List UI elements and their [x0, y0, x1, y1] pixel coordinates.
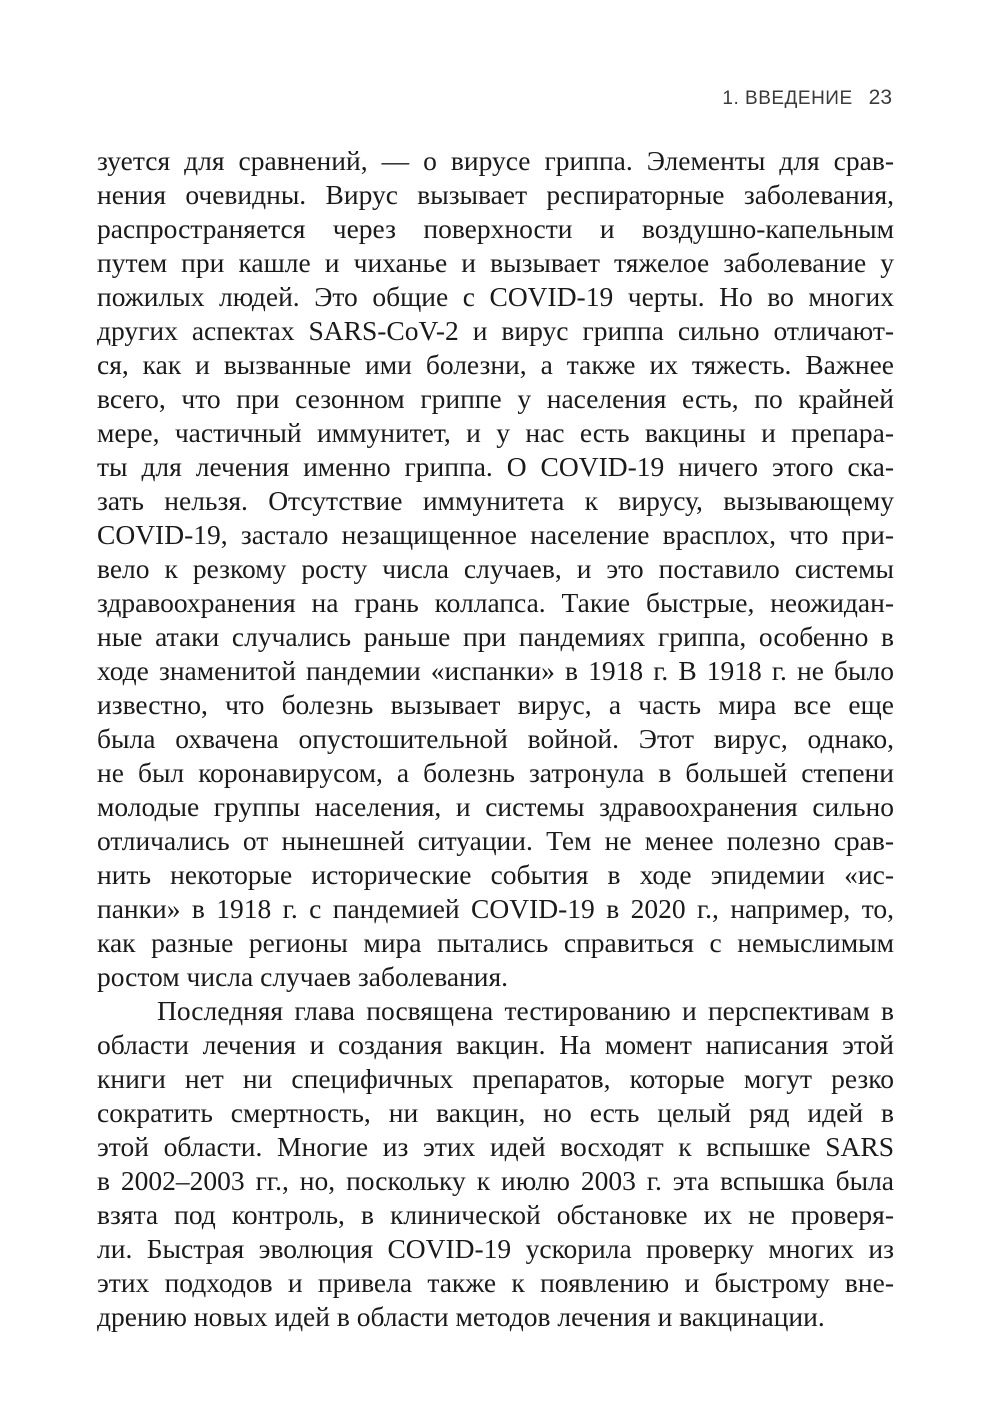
text-line: путем при кашле и чиханье и вызывает тяжелое заболевание у: [97, 247, 894, 278]
text-line: была охвачена опустошительной войной. Этот вирус, однако,: [97, 723, 894, 754]
text-line: мере, частичный иммунитет, и у нас есть вакцины и препара-: [97, 417, 894, 448]
text-line: вело к резкому росту числа случаев, и это поставило системы: [97, 553, 894, 584]
running-header: [722, 86, 892, 110]
running-header-section: 1. ВВЕДЕНИЕ: [722, 88, 853, 109]
text-line: сократить смертность, ни вакцин, но есть целый ряд идей в: [97, 1097, 894, 1128]
page-number: 23: [868, 86, 892, 109]
text-line: пожилых людей. Это общие с COVID-19 черты. Но во многих: [97, 281, 894, 312]
paragraph-2: [97, 994, 894, 1334]
text-line: зать нельзя. Отсутствие иммунитета к вирусу, вызывающему: [97, 485, 894, 516]
text-line: молодые группы населения, и системы здравоохранения сильно: [97, 791, 894, 822]
text-line: области лечения и создания вакцин. На момент написания этой: [97, 1029, 894, 1060]
text-line: как разные регионы мира пытались справиться с немыслимым: [97, 927, 894, 958]
text-line: нения очевидны. Вирус вызывает респираторные заболевания,: [97, 179, 894, 210]
body-text: [97, 144, 894, 1334]
text-line: Последняя глава посвящена тестированию и перспективам в: [157, 995, 894, 1026]
text-line: панки» в 1918 г. с пандемией COVID-19 в 2020 г., например, то,: [97, 893, 894, 924]
text-line: отличались от нынешней ситуации. Тем не менее полезно срав-: [97, 825, 894, 856]
text-line: книги нет ни специфичных препаратов, которые могут резко: [97, 1063, 894, 1094]
text-line: взята под контроль, в клинической обстановке их не проверя-: [97, 1199, 894, 1230]
text-line: этой области. Многие из этих идей восходят к вспышке SARS: [97, 1131, 894, 1162]
text-line: всего, что при сезонном гриппе у населения есть, по крайней: [97, 383, 894, 414]
text-line: ходе знаменитой пандемии «испанки» в 1918 г. В 1918 г. не было: [97, 655, 894, 686]
paragraph-1: [97, 144, 894, 994]
text-line: дрению новых идей в области методов лечения и вакцинации.: [97, 1301, 825, 1332]
text-line: ли. Быстрая эволюция COVID-19 ускорила проверку многих из: [97, 1233, 894, 1264]
text-line: зуется для сравнений, — о вирусе гриппа. Элементы для срав-: [97, 145, 894, 176]
text-line: известно, что болезнь вызывает вирус, а часть мира все еще: [97, 689, 894, 720]
text-line: ты для лечения именно гриппа. О COVID-19 ничего этого ска-: [97, 451, 894, 482]
text-line: ные атаки случались раньше при пандемиях гриппа, особенно в: [97, 621, 894, 652]
text-line: распространяется через поверхности и воздушно-капельным: [97, 213, 894, 244]
text-line: этих подходов и привела также к появлению и быстрому вне-: [97, 1267, 894, 1298]
text-line: других аспектах SARS-CoV-2 и вирус гриппа сильно отличают-: [97, 315, 894, 346]
text-line: ростом числа случаев заболевания.: [97, 961, 509, 992]
text-line: не был коронавирусом, а болезнь затронула в большей степени: [97, 757, 894, 788]
text-line: нить некоторые исторические события в ходе эпидемии «ис-: [97, 859, 894, 890]
text-line: здравоохранения на грань коллапса. Такие быстрые, неожидан-: [97, 587, 894, 618]
text-line: в 2002–2003 гг., но, поскольку к июлю 2003 г. эта вспышка была: [97, 1165, 894, 1196]
text-line: COVID-19, застало незащищенное население врасплох, что при-: [97, 519, 894, 550]
text-line: ся, как и вызванные ими болезни, а также их тяжесть. Важнее: [97, 349, 894, 380]
